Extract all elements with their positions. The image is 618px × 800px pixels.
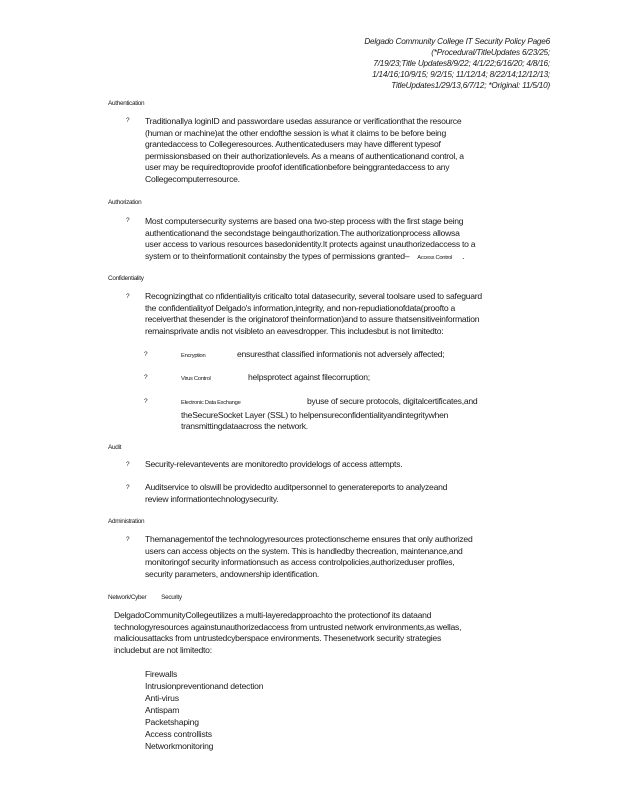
text-line: Collegecomputerresource. xyxy=(145,173,240,184)
text-line-content: system or to theinformationit containsby the types of permissions granted– xyxy=(145,250,410,261)
text-line: permissionsbased on their authorizationlevels. As a means of authenticationand control, a xyxy=(145,150,464,161)
electronic-data-exchange-item xyxy=(181,396,477,433)
electronic-data-exchange-text: byuse of secure protocols, digitalcertificates,and xyxy=(307,396,478,406)
virus-control-text: helpsprotect against filecorruption; xyxy=(248,372,370,382)
header-line-2: (*Procedural/TitleUpdates 6/23/25; xyxy=(431,48,550,57)
text-line: security parameters, andownership identification. xyxy=(145,568,320,579)
encryption-text: ensuresthat classified informationis not adversely affected; xyxy=(237,349,445,359)
network-paragraph xyxy=(114,610,461,656)
bullet-marker: ? xyxy=(126,484,130,491)
text-line: DelgadoCommunityCollegeutilizes a multi-layeredapproachto the protectionof its dataand xyxy=(114,610,432,620)
text-line: the confidentialityof Delgado's information,integrity, and non-repudiationofdata(proofto a xyxy=(145,302,456,313)
encryption-term: Encryption xyxy=(181,353,206,359)
section-heading-confidentiality: Confidentiality xyxy=(108,275,144,282)
text-line: monitoringof security informationsuch as access controlpolicies,authorizeduser profiles, xyxy=(145,557,455,568)
audit-paragraph-2 xyxy=(145,482,447,505)
list-item: Anti-virus xyxy=(145,693,179,703)
bullet-marker: ? xyxy=(144,351,148,358)
text-line: user may be requiredtoprovide proofof identificationbefore beinggrantedaccess to any xyxy=(145,162,450,173)
authentication-paragraph xyxy=(145,116,464,186)
list-item: Networkmonitoring xyxy=(145,741,214,751)
section-heading-network-cyber-security: Network/Cyber Security xyxy=(108,594,182,601)
encryption-item xyxy=(181,349,444,363)
text-line: theSecureSocket Layer (SSL) to helpensureconfidentialityandintegritywhen xyxy=(181,409,449,420)
section-heading-authorization: Authorization xyxy=(108,199,142,206)
text-line: Most computersecurity systems are based ona two-step process with the first stage being xyxy=(145,216,464,226)
confidentiality-paragraph xyxy=(145,291,482,337)
list-item: Firewalls xyxy=(145,669,178,679)
virus-control-term: Virus Control xyxy=(181,376,211,382)
text-line: remainsprivate andis not visibleto an eavesdropper. This includesbut is not limitedto: xyxy=(145,325,444,336)
text-line: authenticationand the secondstage beingauthorization.The authorizationprocess allowsa xyxy=(145,227,460,238)
audit-paragraph-1 xyxy=(145,459,402,471)
text-line: receiverthat thesender is the originatorof theinformation)and to assure thatsensitiveinformation xyxy=(145,314,480,325)
bullet-marker: ? xyxy=(126,461,130,468)
bullet-marker: ? xyxy=(126,536,130,543)
list-item: Intrusionpreventionand detection xyxy=(145,681,264,691)
list-item: Antispam xyxy=(145,705,180,715)
list-item: Packetshaping xyxy=(145,717,199,727)
text-line: Security-relevantevents are monitoredto providelogs of access attempts. xyxy=(145,459,403,469)
header-line-3: 7/19/23;Title Updates8/9/22; 4/1/22;6/16/20; 4/8/16; xyxy=(373,59,550,68)
header-line-4: 1/14/16;10/9/15; 9/2/15; 11/12/14; 8/22/14;12/12/13; xyxy=(372,70,550,79)
electronic-data-exchange-term: Electronic Data Exchange xyxy=(181,400,241,406)
text-line: transmittingdataacross the network. xyxy=(181,421,308,432)
text-line: users can access objects on the system. This is handledby thecreation, maintenance,and xyxy=(145,545,463,556)
list-item: Access controllists xyxy=(145,729,212,739)
text-line: technologyresources againstunauthorizedaccess from untrusted network environments,as wellas, xyxy=(114,621,462,632)
text-line: Auditservice to olswill be providedto auditpersonnel to generatereports to analyzeand xyxy=(145,482,448,492)
access-control-term: Access Control xyxy=(417,254,453,261)
text-line: (human or machine)at the other endofthe session is what it claims to be before being xyxy=(145,127,446,138)
period: . xyxy=(462,250,465,261)
section-heading-audit: Audit xyxy=(108,444,122,451)
authorization-paragraph xyxy=(145,216,475,264)
text-line: grantedaccess to Collegeresources. Authenticatedusers may have different typesof xyxy=(145,139,441,150)
bullet-marker: ? xyxy=(144,374,148,381)
virus-control-item xyxy=(181,372,370,386)
bullet-marker: ? xyxy=(126,293,130,300)
page-header xyxy=(250,36,550,91)
bullet-marker: ? xyxy=(126,217,130,224)
text-line: Recognizingthat co nfidentialityis criticalto total datasecurity, several toolsare used to safeguard xyxy=(145,291,482,301)
text-line: user access to various resources basedonidentity.It protects against unauthorizedaccess to a xyxy=(145,239,476,250)
bullet-marker: ? xyxy=(144,398,148,405)
section-heading-administration: Administration xyxy=(108,518,145,525)
section-heading-authentication: Authentication xyxy=(108,100,145,107)
header-line-5: TitleUpdates1/29/13,6/7/12; *Original: 11/5/10) xyxy=(391,81,550,90)
administration-paragraph xyxy=(145,534,472,580)
text-line: maliciousattacks from untrustedcyberspace environments. Thesenetwork security strategies xyxy=(114,633,441,644)
header-line-1: Delgado Community College IT Security Policy Page6 xyxy=(364,37,550,46)
bullet-marker: ? xyxy=(126,117,130,124)
text-line: Traditionallya loginID and passwordare usedas assurance or verificationthat the resource xyxy=(145,116,462,126)
text-line xyxy=(145,251,475,265)
text-line: includebut are not limitedto: xyxy=(114,644,212,655)
text-line: Themanagementof the technologyresources protectionscheme ensures that only authorized xyxy=(145,534,473,544)
text-line: review informationtechnologysecurity. xyxy=(145,493,279,504)
